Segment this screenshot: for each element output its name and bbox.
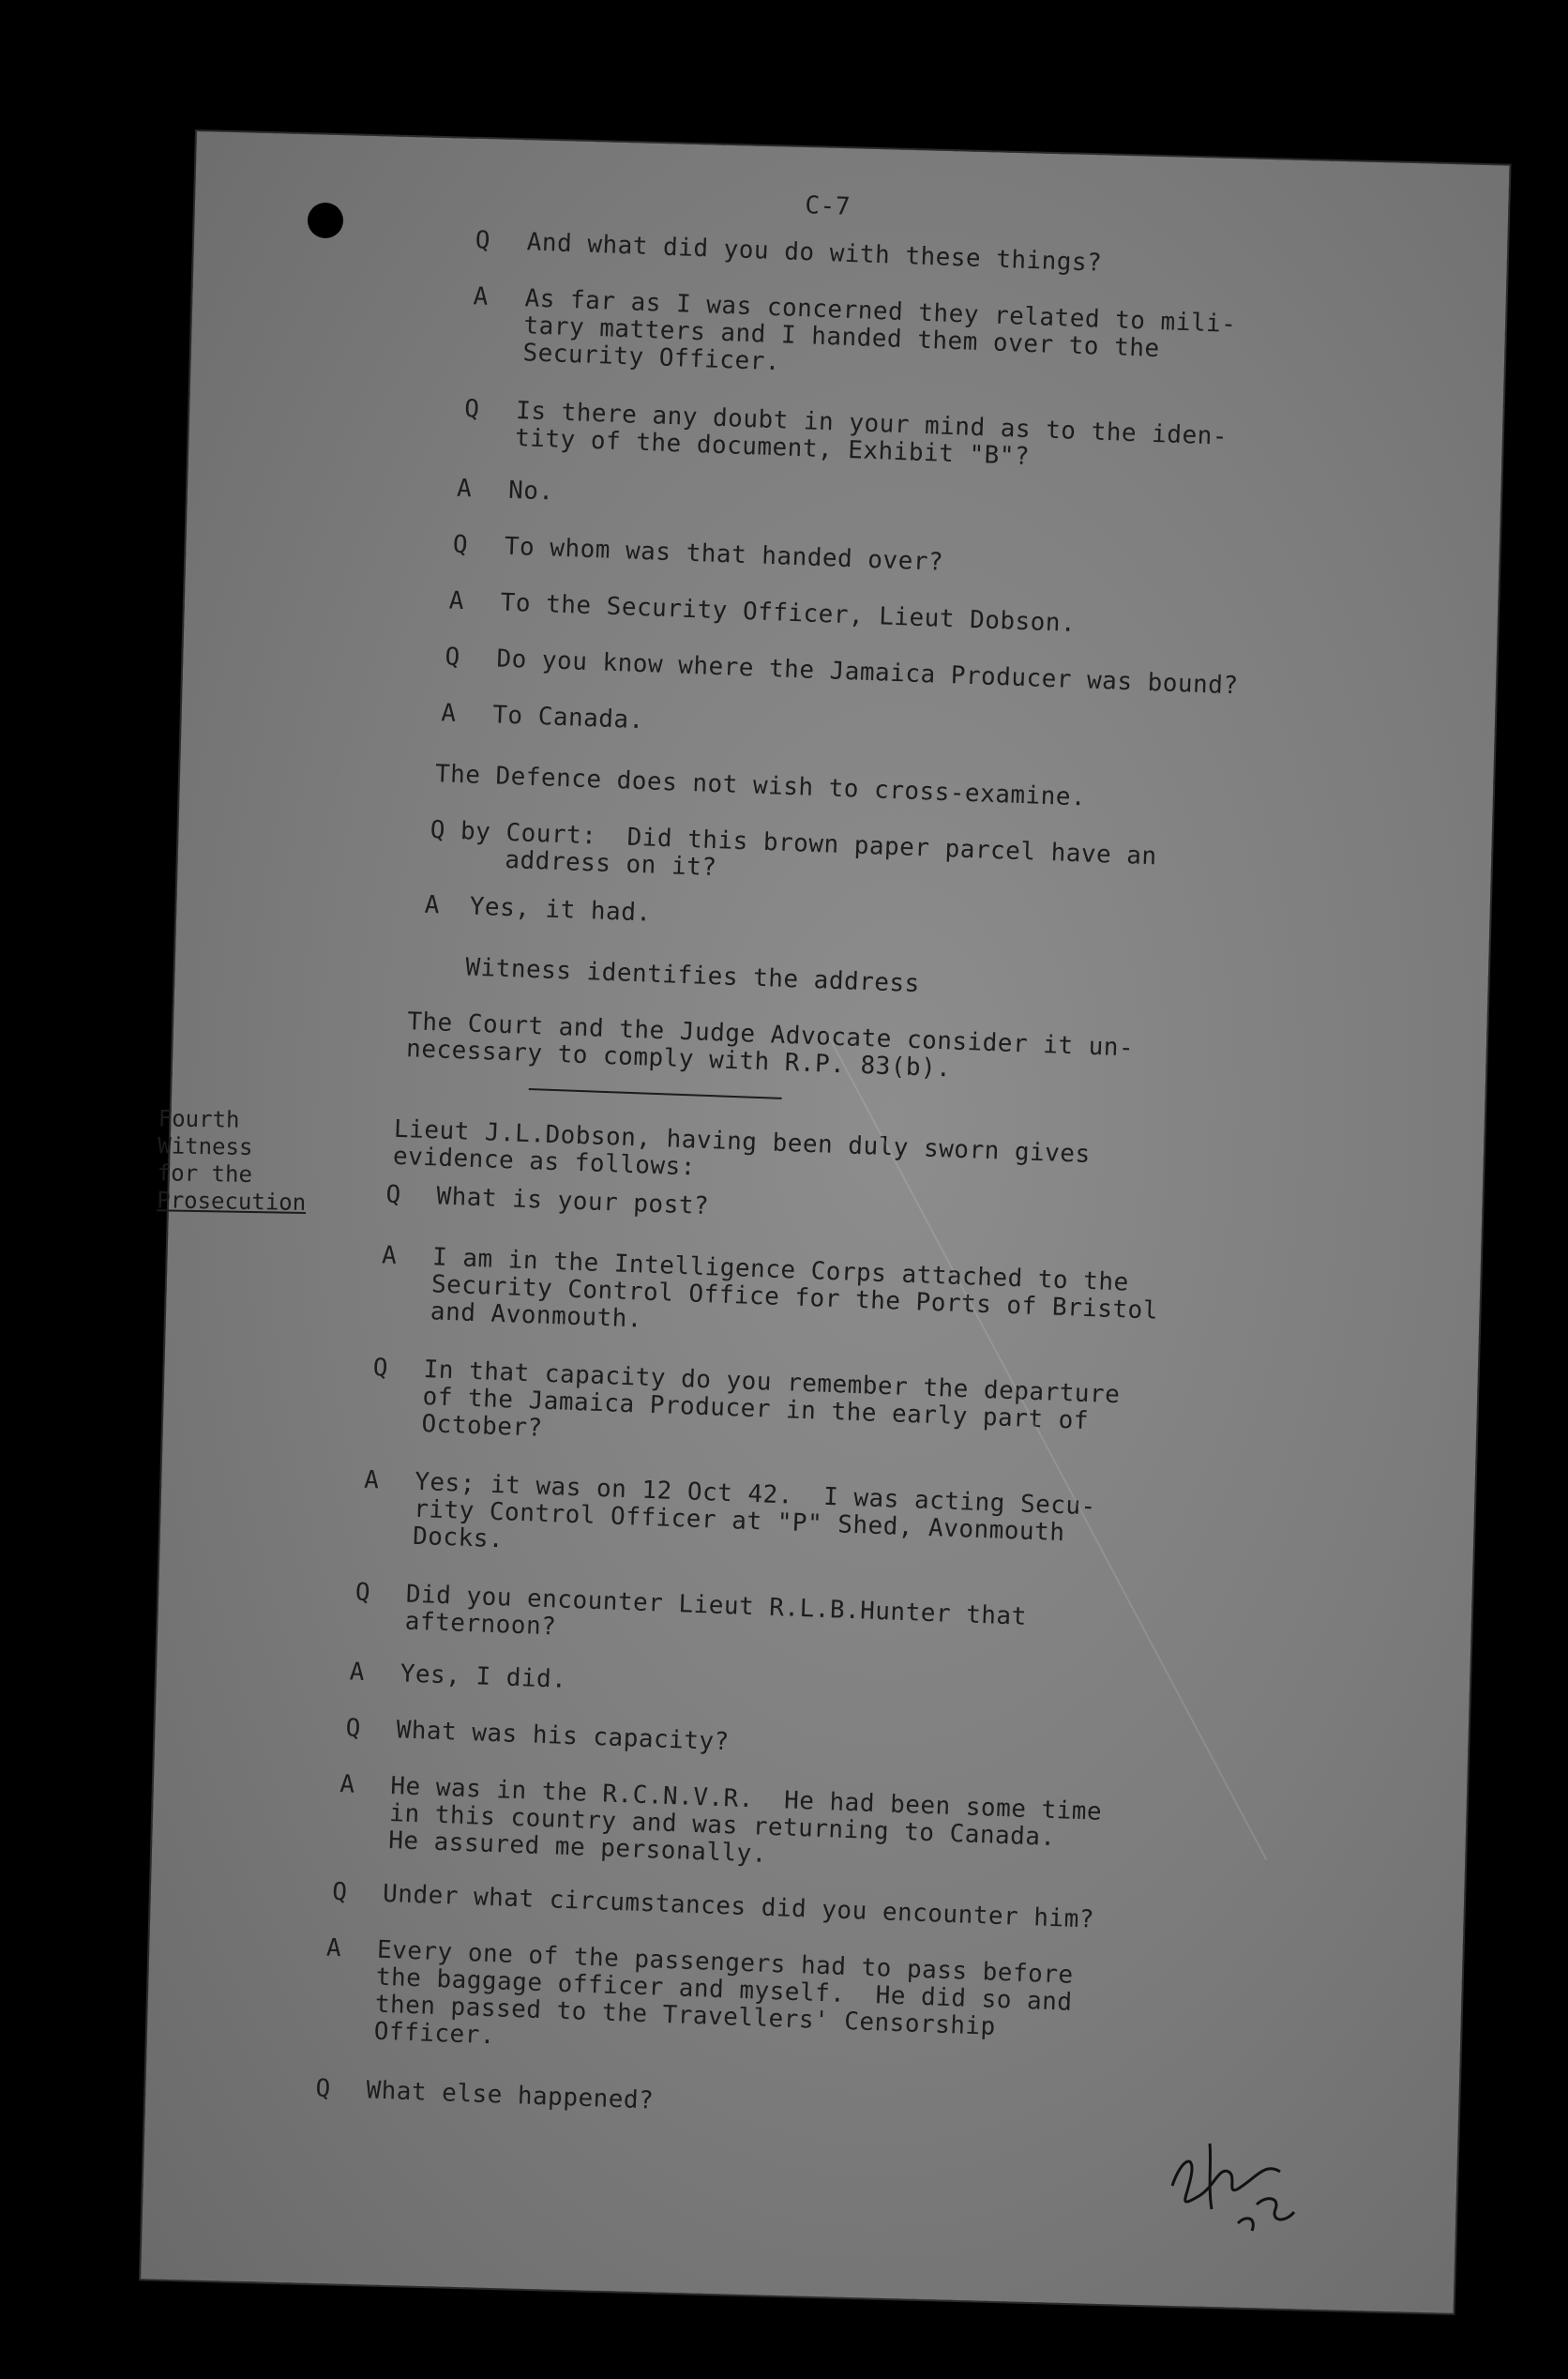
qa-mark: A — [424, 890, 441, 920]
court-question: Q by Court: Did this brown paper parcel have an address on it? — [429, 815, 1158, 883]
margin-note-line: Witness — [158, 1132, 253, 1161]
defence-note: The Defence does not wish to cross-examine. — [434, 760, 1087, 812]
qa-mark: Q — [463, 394, 480, 424]
qa-text: And what did you do with these things? — [526, 228, 1103, 278]
qa-text: To Canada. — [491, 701, 645, 735]
qa-mark: A — [456, 474, 473, 504]
qa-mark: A — [349, 1658, 366, 1687]
qa-text: Is there any doubt in your mind as to the iden- tity of the document, Exhibit "B"? — [514, 396, 1229, 472]
qa-text: To whom was that handed over? — [504, 532, 944, 577]
qa-text: He was in the R.C.N.V.R. He had been some time in this country and was returning to Canada. He assured me personally. — [387, 1772, 1103, 1869]
qa-mark: A — [473, 282, 489, 311]
court-answer: Yes, it had. — [469, 892, 653, 928]
qa-mark: A — [339, 1770, 355, 1799]
qa-mark: Q — [475, 226, 491, 255]
qa-mark: Q — [345, 1714, 361, 1743]
qa-text: Do you know where the Jamaica Producer was bound? — [495, 644, 1240, 701]
margin-note — [157, 1105, 346, 1217]
qa-text: Yes; it was on 12 Oct 42. I was acting Secu- rity Control Officer at "P" Shed, Avonmouth Docks. — [412, 1467, 1097, 1554]
qa-mark: A — [440, 699, 457, 728]
qa-mark: A — [381, 1241, 398, 1270]
qa-mark: A — [448, 586, 464, 616]
qa-text: I am in the Intelligence Corps attached to the Security Control Office for the Ports of Bristol and Avonmouth. — [430, 1243, 1159, 1334]
margin-note-line: for the — [157, 1159, 253, 1189]
qa-mark: Q — [445, 643, 460, 672]
qa-mark: Q — [314, 2074, 331, 2103]
qa-mark: Q — [384, 1180, 401, 1210]
witness-identifies: Witness identifies the address — [464, 953, 921, 999]
qa-text: To the Security Officer, Lieut Dobson. — [500, 588, 1077, 638]
qa-mark: A — [325, 1933, 342, 1963]
qa-text: Did you encounter Lieut R.L.B.Hunter that afternoon? — [404, 1580, 1028, 1642]
qa-text: No. — [507, 476, 555, 507]
qa-mark: A — [363, 1465, 380, 1495]
qa-text: What else happened? — [365, 2076, 655, 2115]
qa-text: In that capacity do you remember the departure of the Jamaica Producer in the early part of October? — [421, 1356, 1121, 1443]
qa-text: What is your post? — [435, 1182, 710, 1221]
qa-mark: Q — [452, 530, 469, 560]
qa-text: Every one of the passengers had to pass before the baggage officer and myself. He did so and then passed to the Travellers' Censorship Officer. — [373, 1935, 1075, 2051]
qa-mark: Q — [331, 1877, 348, 1907]
qa-text: What was his capacity? — [396, 1716, 731, 1757]
qa-text: As far as I was concerned they related to mili- tary matters and I handed them over to the Security Officer. — [521, 284, 1237, 377]
margin-note-line: Fourth — [158, 1105, 240, 1133]
margin-note-line: Prosecution — [157, 1187, 307, 1217]
handwritten-initials — [1153, 2120, 1322, 2242]
qa-text: Yes, I did. — [400, 1659, 567, 1694]
qa-mark: Q — [354, 1578, 371, 1608]
separator-rule — [529, 1088, 782, 1099]
court-consider: The Court and the Judge Advocate consider it un- necessary to comply with R.P. 83(b). — [405, 1008, 1135, 1083]
qa-mark: Q — [372, 1354, 388, 1383]
sworn-statement: Lieut J.L.Dobson, having been duly sworn gives evidence as follows: — [392, 1114, 1092, 1182]
page-label: C-7 — [804, 191, 852, 221]
qa-text: Under what circumstances did you encounter him? — [382, 1879, 1095, 1934]
